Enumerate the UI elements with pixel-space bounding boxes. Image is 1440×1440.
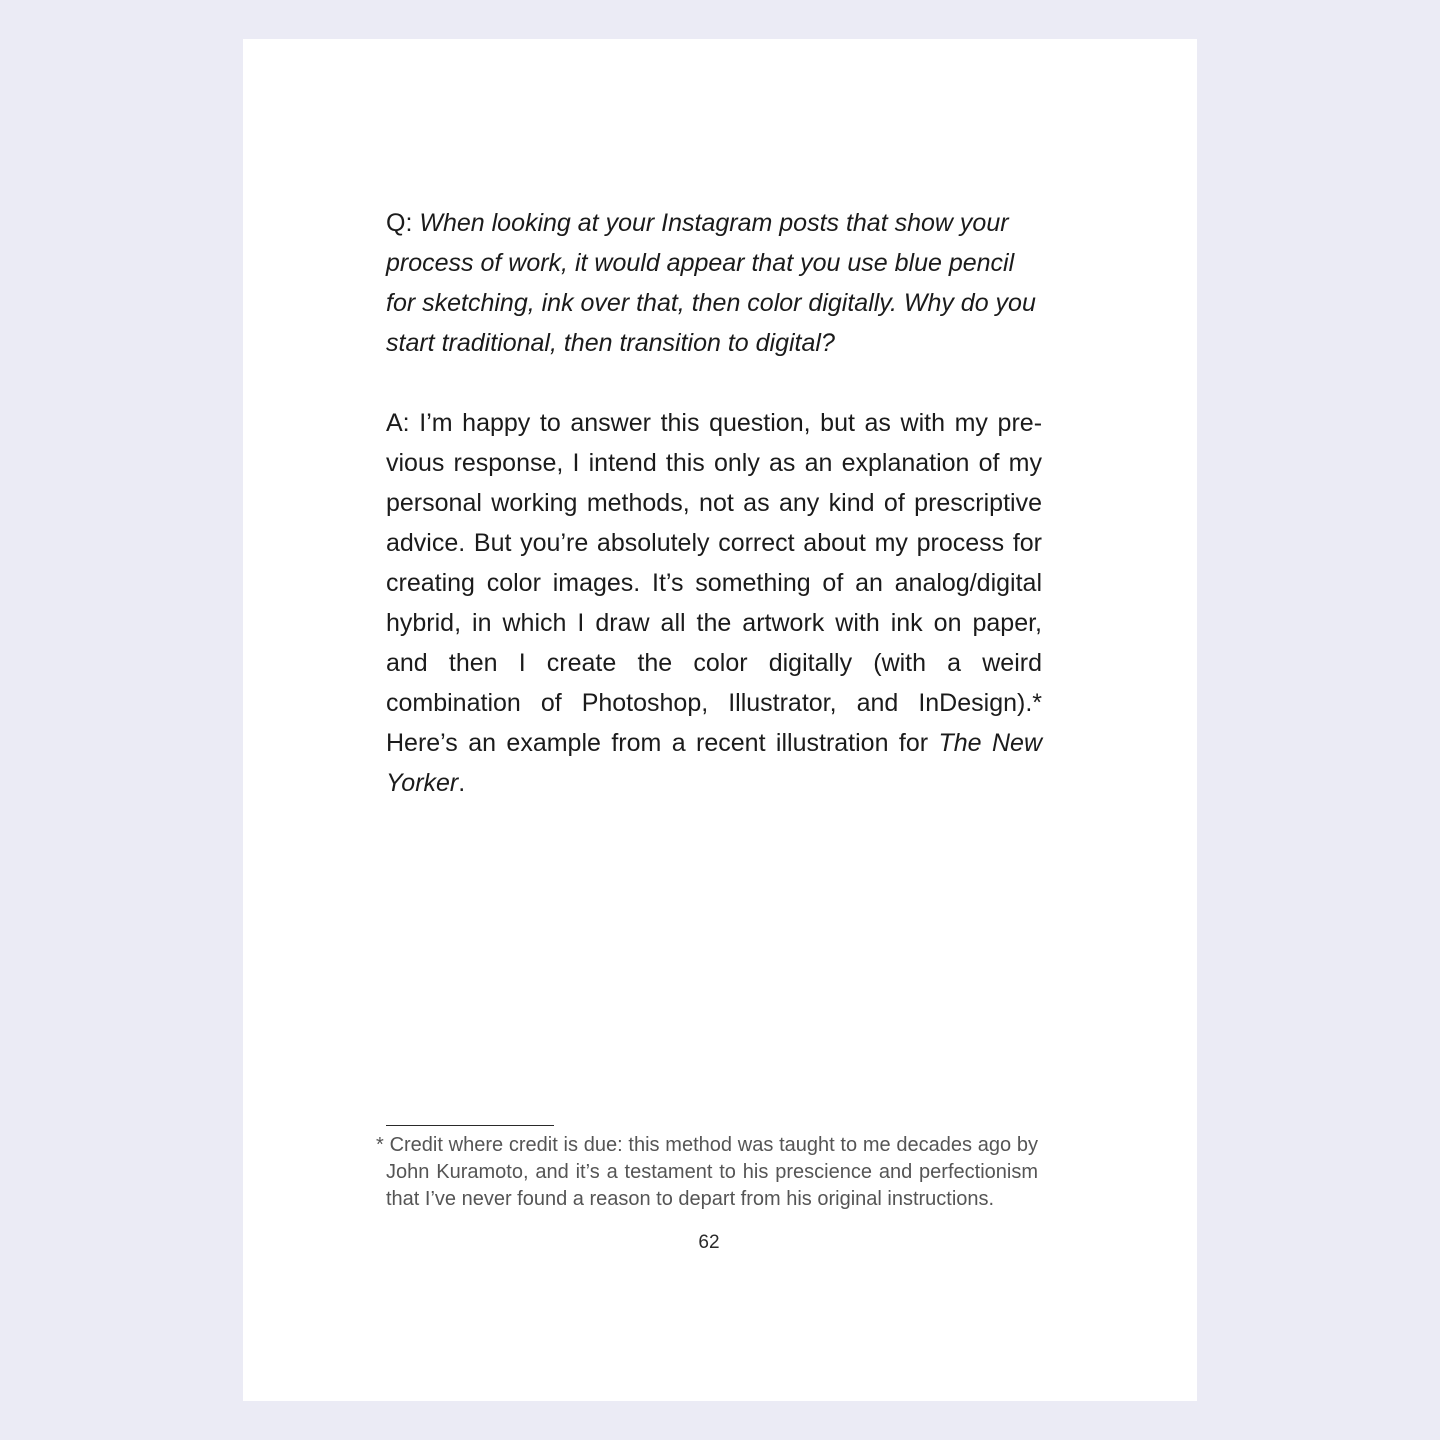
question-prefix: Q: <box>386 209 413 237</box>
book-page <box>243 39 1197 1401</box>
footnote-marker: * <box>376 1134 384 1156</box>
question-paragraph <box>386 203 1042 363</box>
publication-title: The New Yorker <box>386 729 1043 797</box>
page-number: 62 <box>698 1232 720 1253</box>
footnote-divider <box>386 1125 554 1126</box>
footnote <box>376 1132 1038 1213</box>
footnote-text: Credit where credit is due: this method was taught to me decades ago by John Kuramoto, and it’s a testament to his prescience and perfectionism that I’ve never found a reason to depart from his original instructions. <box>386 1134 1038 1210</box>
answer-paragraph <box>386 403 1042 803</box>
answer-end: . <box>458 769 466 797</box>
answer-prefix: A: <box>386 409 410 437</box>
answer-text: I’m happy to answer this question, but as with my previous response, I intend this only as an explanation of my personal working methods, not as any kind of prescriptive advice. But you’re absolutely correct about my process for creating color images. It’s something of an analog/digital hybrid, in which I draw all the artwork with ink on paper, and then I create the color digitally (with a weird combination of Photoshop, Illustrator, and InDesign).* Here’s an example from a recent illustration for <box>386 409 1043 757</box>
question-text: When looking at your Instagram posts that show your process of work, it would appear that you use blue pencil for sketching, ink over that, then color digitally. Why do you start traditional, then transition to digital? <box>386 209 1036 357</box>
